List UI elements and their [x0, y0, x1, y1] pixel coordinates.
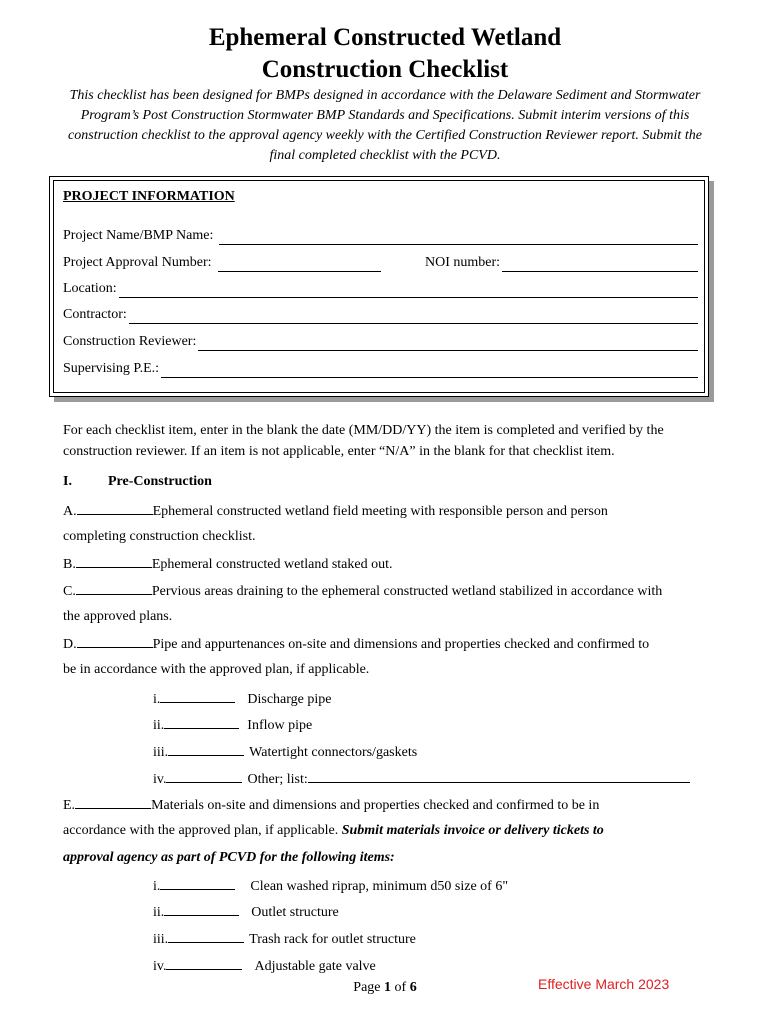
- project-name-blank[interactable]: [219, 230, 698, 245]
- item-d-iv-blank[interactable]: [166, 769, 242, 783]
- effective-date: Effective March 2023: [538, 976, 670, 992]
- item-e-iii: iii. Trash rack for outlet structure: [153, 929, 416, 949]
- location-label: Location:: [63, 281, 117, 296]
- item-a-blank[interactable]: [77, 501, 153, 515]
- approval-number-field[interactable]: [63, 254, 381, 272]
- contractor-field[interactable]: [63, 306, 698, 324]
- item-d-cont: be in accordance with the approved plan, if applicable.: [63, 662, 370, 677]
- item-d-iv-list-blank[interactable]: [308, 769, 690, 783]
- item-d-i-blank[interactable]: [160, 689, 235, 703]
- project-name-field[interactable]: [63, 227, 698, 245]
- item-e-ii: ii. Outlet structure: [153, 902, 339, 922]
- instructions-text: For each checklist item, enter in the blank the date (MM/DD/YY) the item is completed and verified by the construction reviewer. If an item is not applicable, enter “N/A” in the blank for that checklist item.: [63, 423, 664, 459]
- section-number: I.: [63, 474, 72, 489]
- item-b-blank[interactable]: [76, 554, 152, 568]
- noi-number-label: NOI number:: [425, 255, 501, 270]
- project-info-heading: PROJECT INFORMATION: [63, 189, 235, 204]
- supervising-pe-label: Supervising P.E.:: [63, 361, 160, 376]
- document-title: [0, 22, 770, 86]
- noi-number-field[interactable]: [425, 254, 698, 272]
- intro-text: This checklist has been designed for BMPs designed in accordance with the Delaware Sediment and Stormwater Program’s Post Construction Stormwater BMP Standards and Specifications. Submit interim versions of this construction checklist to the approval agency weekly with the Certified Construction Reviewer report. Submit the final completed checklist with the PCVD.: [68, 88, 702, 163]
- item-e-i-blank[interactable]: [160, 876, 235, 890]
- item-d-ii-blank[interactable]: [164, 715, 239, 729]
- section-heading: [63, 474, 212, 490]
- location-blank[interactable]: [119, 283, 698, 298]
- item-d-iii-blank[interactable]: [168, 742, 244, 756]
- contractor-blank[interactable]: [129, 309, 698, 324]
- item-c-blank[interactable]: [76, 581, 152, 595]
- item-d-ii: ii. Inflow pipe: [153, 715, 312, 735]
- item-e-i: i. Clean washed riprap, minimum d50 size of 6": [153, 876, 508, 896]
- item-d-i: i. Discharge pipe: [153, 689, 332, 709]
- item-c: C. Pervious areas draining to the ephemeral constructed wetland stabilized in accordance with: [63, 581, 662, 601]
- item-e-iv: iv. Adjustable gate valve: [153, 956, 376, 976]
- approval-number-blank[interactable]: [218, 257, 381, 272]
- noi-number-blank[interactable]: [502, 257, 698, 272]
- section-title: Pre-Construction: [108, 474, 212, 489]
- item-d-iv: iv. Other; list:: [153, 769, 690, 789]
- title-line-1: Ephemeral Constructed Wetland: [208, 24, 562, 51]
- reviewer-label: Construction Reviewer:: [63, 334, 197, 349]
- title-line-2: Construction Checklist: [261, 56, 509, 83]
- reviewer-blank[interactable]: [198, 336, 698, 351]
- item-e-ii-blank[interactable]: [164, 902, 239, 916]
- item-e-iv-blank[interactable]: [166, 956, 242, 970]
- project-name-label: Project Name/BMP Name:: [63, 228, 214, 243]
- item-d: D. Pipe and appurtenances on-site and dimensions and properties checked and confirmed to: [63, 634, 649, 654]
- supervising-pe-field[interactable]: [63, 360, 698, 378]
- location-field[interactable]: [63, 280, 698, 298]
- supervising-pe-blank[interactable]: [161, 363, 698, 378]
- item-b: B. Ephemeral constructed wetland staked out.: [63, 554, 392, 574]
- approval-number-label: Project Approval Number:: [63, 255, 212, 270]
- item-d-iii: iii. Watertight connectors/gaskets: [153, 742, 417, 762]
- item-e-bold-note: Submit materials invoice or delivery tickets to: [341, 823, 604, 838]
- item-a: A. Ephemeral constructed wetland field meeting with responsible person and person: [63, 501, 608, 521]
- item-c-cont: the approved plans.: [63, 609, 173, 624]
- item-e-bold-note-cont: approval agency as part of PCVD for the following items:: [63, 850, 395, 865]
- item-e-blank[interactable]: [75, 795, 151, 809]
- item-e: E. Materials on-site and dimensions and properties checked and confirmed to be in: [63, 795, 599, 815]
- reviewer-field[interactable]: [63, 333, 698, 351]
- contractor-label: Contractor:: [63, 307, 127, 322]
- item-d-blank[interactable]: [77, 634, 153, 648]
- item-a-cont: completing construction checklist.: [63, 529, 256, 544]
- item-e-iii-blank[interactable]: [168, 929, 244, 943]
- page-number: Page 1 of 6: [353, 980, 417, 995]
- item-e-cont: accordance with the approved plan, if applicable. Submit materials invoice or delivery tickets to: [63, 823, 604, 838]
